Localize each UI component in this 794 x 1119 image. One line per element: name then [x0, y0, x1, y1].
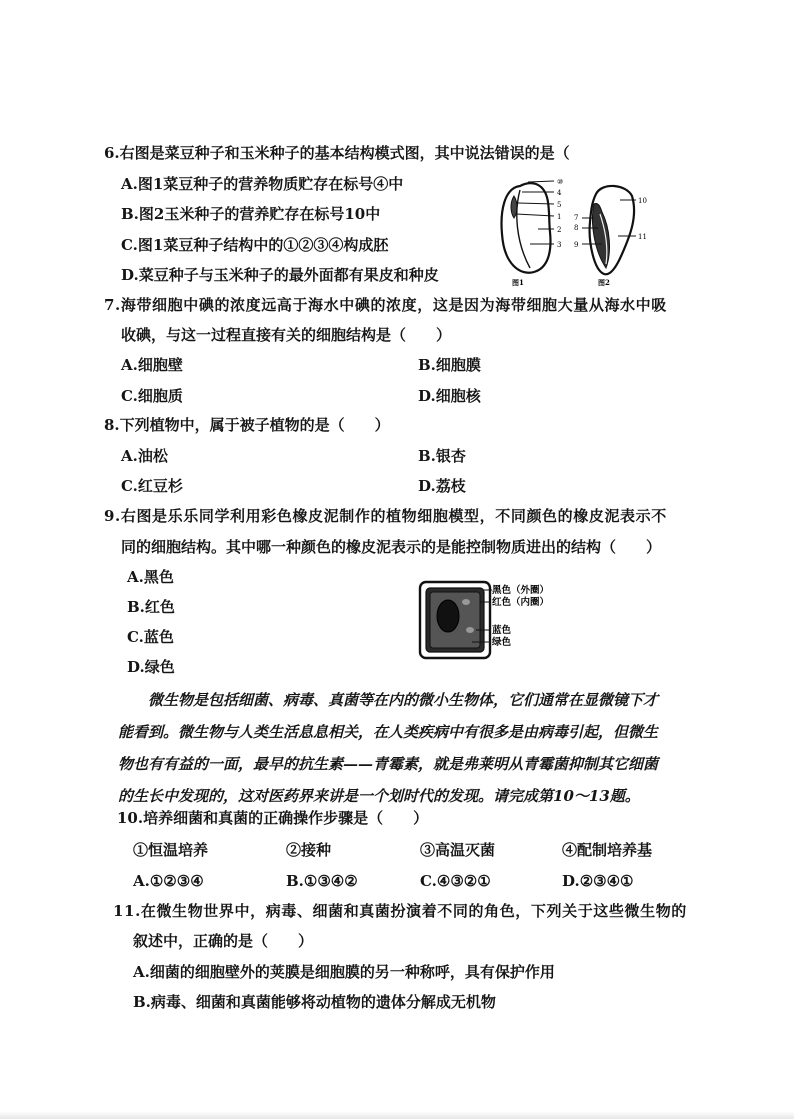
- seed1-label-6: 3: [557, 241, 562, 249]
- seed2-label-5: 9: [574, 241, 579, 249]
- label-red: 红色（内圈）: [492, 597, 550, 608]
- seed2-label-4: 11: [638, 233, 647, 241]
- q11-option-a: A.细菌的细胞壁外的荚膜是细胞膜的另一种称呼，具有保护作用: [133, 963, 555, 981]
- passage-line: 微生物是包括细菌、病毒、真菌等在内的微小生物体，它们通常在显微镜下才: [118, 691, 659, 709]
- q7-option-b: B.细胞膜: [418, 356, 481, 374]
- cell-nucleus: [437, 600, 459, 632]
- seed1-label-4: 1: [557, 213, 562, 221]
- q8-stem: 8.下列植物中，属于被子植物的是（ ）: [104, 416, 390, 434]
- q10-stem: 10.培养细菌和真菌的正确操作步骤是（ ）: [117, 809, 429, 827]
- plant-cell-model-figure: [414, 578, 574, 664]
- q9-stem-line1: 9.右图是乐乐同学利用彩色橡皮泥制作的植物细胞模型，不同颜色的橡皮泥表示不: [104, 507, 667, 525]
- q10-step-3: ③高温灭菌: [420, 841, 496, 859]
- seed2-label-1: 10: [638, 197, 647, 205]
- q11-stem-line1: 11.在微生物世界中，病毒、细菌和真菌扮演着不同的角色，下列关于这些微生物的: [113, 902, 687, 920]
- q9-option-c: C.蓝色: [127, 628, 174, 646]
- q8-option-b: B.银杏: [418, 447, 466, 465]
- q11-stem-line2: 叙述中，正确的是（ ）: [133, 932, 314, 950]
- q7-stem-line1: 7.海带细胞中碘的浓度远高于海水中碘的浓度，这是因为海带细胞大量从海水中吸: [104, 296, 667, 314]
- q10-option-d: D.②③④①: [562, 872, 634, 890]
- q10-step-4: ④配制培养基: [562, 841, 653, 859]
- q7-option-a: A.细胞壁: [121, 356, 183, 374]
- seed1-label-5: 2: [557, 226, 562, 234]
- q7-option-d: D.细胞核: [418, 387, 481, 405]
- seed1-caption: 图1: [512, 278, 524, 287]
- q9-option-b: B.红色: [127, 598, 175, 616]
- q6-stem: 6.右图是菜豆种子和玉米种子的基本结构模式图，其中说法错误的是（: [104, 144, 570, 162]
- seed1-label-1: ⑩: [557, 178, 564, 186]
- reading-passage: [118, 684, 678, 812]
- q10-step-2: ②接种: [286, 841, 332, 859]
- passage-line: 的生长中发现的，这对医药界来讲是一个划时代的发现。请完成第10～13题。: [118, 787, 640, 805]
- q9-option-a: A.黑色: [127, 568, 174, 586]
- seed2-caption: 图2: [598, 278, 610, 287]
- label-black: 黑色（外圈）: [492, 585, 550, 596]
- q7-option-c: C.细胞质: [121, 387, 183, 405]
- q10-option-a: A.①②③④: [133, 872, 204, 890]
- label-blue: 蓝色: [492, 625, 512, 636]
- q11-option-b: B.病毒、细菌和真菌能够将动植物的遗体分解成无机物: [133, 993, 496, 1011]
- q6-option-d: D.菜豆种子与玉米种子的最外面都有果皮和种皮: [121, 266, 439, 284]
- seed1-label-3: 5: [557, 201, 562, 209]
- q10-option-b: B.①③④②: [286, 872, 358, 890]
- seed2-label-2: 7: [574, 214, 579, 222]
- q10-step-1: ①恒温培养: [133, 841, 209, 859]
- q6-option-b: B.图2玉米种子的营养贮存在标号10中: [121, 205, 381, 223]
- q7-stem-line2: 收碘，与这一过程直接有关的细胞结构是（ ）: [121, 326, 452, 344]
- q8-option-d: D.荔枝: [418, 477, 466, 495]
- q9-option-d: D.绿色: [127, 658, 175, 676]
- q6-option-a: A.图1菜豆种子的营养物质贮存在标号④中: [121, 175, 404, 193]
- passage-line: 能看到。微生物与人类生活息息相关，在人类疾病中有很多是由病毒引起，但微生: [118, 723, 659, 741]
- seed1-label-2: 4: [557, 189, 562, 197]
- q10-option-c: C.④③②①: [420, 872, 491, 890]
- page-bottom-edge: [0, 1111, 794, 1119]
- label-green: 绿色: [492, 637, 512, 648]
- seed-structure-figure: [490, 172, 690, 290]
- q9-stem-line2: 同的细胞结构。其中哪一种颜色的橡皮泥表示的是能控制物质进出的结构（ ）: [121, 538, 662, 556]
- q8-option-c: C.红豆杉: [121, 477, 183, 495]
- passage-line: 物也有有益的一面，最早的抗生素——青霉素，就是弗莱明从青霉菌抑制其它细菌: [118, 755, 659, 773]
- seed2-label-3: 8: [574, 224, 579, 232]
- q8-option-a: A.油松: [121, 447, 168, 465]
- q6-option-c: C.图1菜豆种子结构中的①②③④构成胚: [121, 236, 389, 254]
